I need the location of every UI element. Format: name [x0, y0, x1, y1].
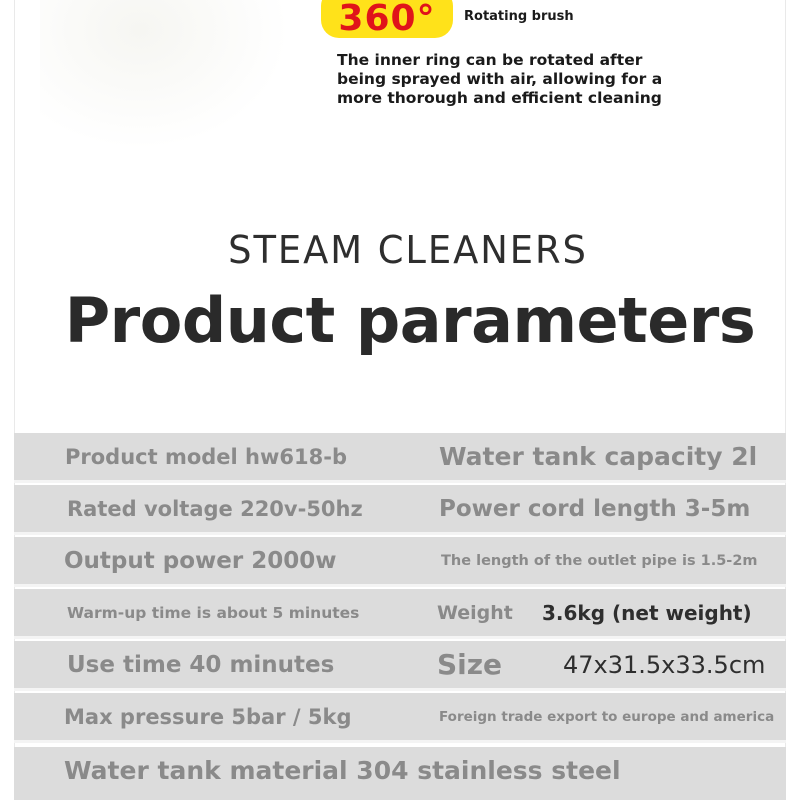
max-pressure-cell: Max pressure 5bar / 5kg	[64, 704, 352, 729]
use-time-cell: Use time 40 minutes	[67, 651, 335, 678]
parameter-row	[14, 747, 786, 800]
parameter-row	[14, 485, 786, 535]
warm-up-time-cell: Warm-up time is about 5 minutes	[67, 603, 360, 622]
page-subtitle: STEAM CLEANERS	[228, 228, 588, 272]
feature-description	[337, 51, 697, 108]
weight-label-cell: Weight	[437, 601, 513, 624]
rated-voltage-cell: Rated voltage 220v-50hz	[67, 496, 363, 521]
feature-description-line: more thorough and efficient cleaning	[337, 89, 662, 107]
feature-description-line: The inner ring can be rotated after	[337, 51, 643, 69]
outlet-pipe-length-cell: The length of the outlet pipe is 1.5-2m	[441, 552, 758, 569]
product-model-cell: Product model hw618-b	[65, 444, 347, 469]
parameter-row	[14, 537, 786, 587]
export-market-cell: Foreign trade export to europe and america	[439, 708, 775, 725]
output-power-cell: Output power 2000w	[64, 547, 337, 574]
rotation-badge	[321, 0, 453, 38]
size-label-cell: Size	[437, 648, 503, 681]
weight-value-cell: 3.6kg (net weight)	[542, 600, 752, 625]
tank-material-cell: Water tank material 304 stainless steel	[64, 756, 621, 785]
parameter-row	[14, 433, 786, 483]
parameter-row	[14, 693, 786, 743]
product-image-fragment	[40, 0, 290, 150]
parameters-table	[14, 433, 786, 800]
rotating-brush-label: Rotating brush	[464, 9, 574, 24]
water-tank-capacity-cell: Water tank capacity 2l	[439, 442, 758, 471]
power-cord-length-cell: Power cord length 3-5m	[439, 495, 751, 522]
parameter-row	[14, 589, 786, 639]
size-value-cell: 47x31.5x33.5cm	[563, 650, 766, 679]
page-title: Product parameters	[64, 284, 756, 357]
parameter-row	[14, 641, 786, 691]
feature-description-line: being sprayed with air, allowing for a	[337, 70, 663, 88]
rotation-badge-text: 360°	[338, 0, 436, 39]
